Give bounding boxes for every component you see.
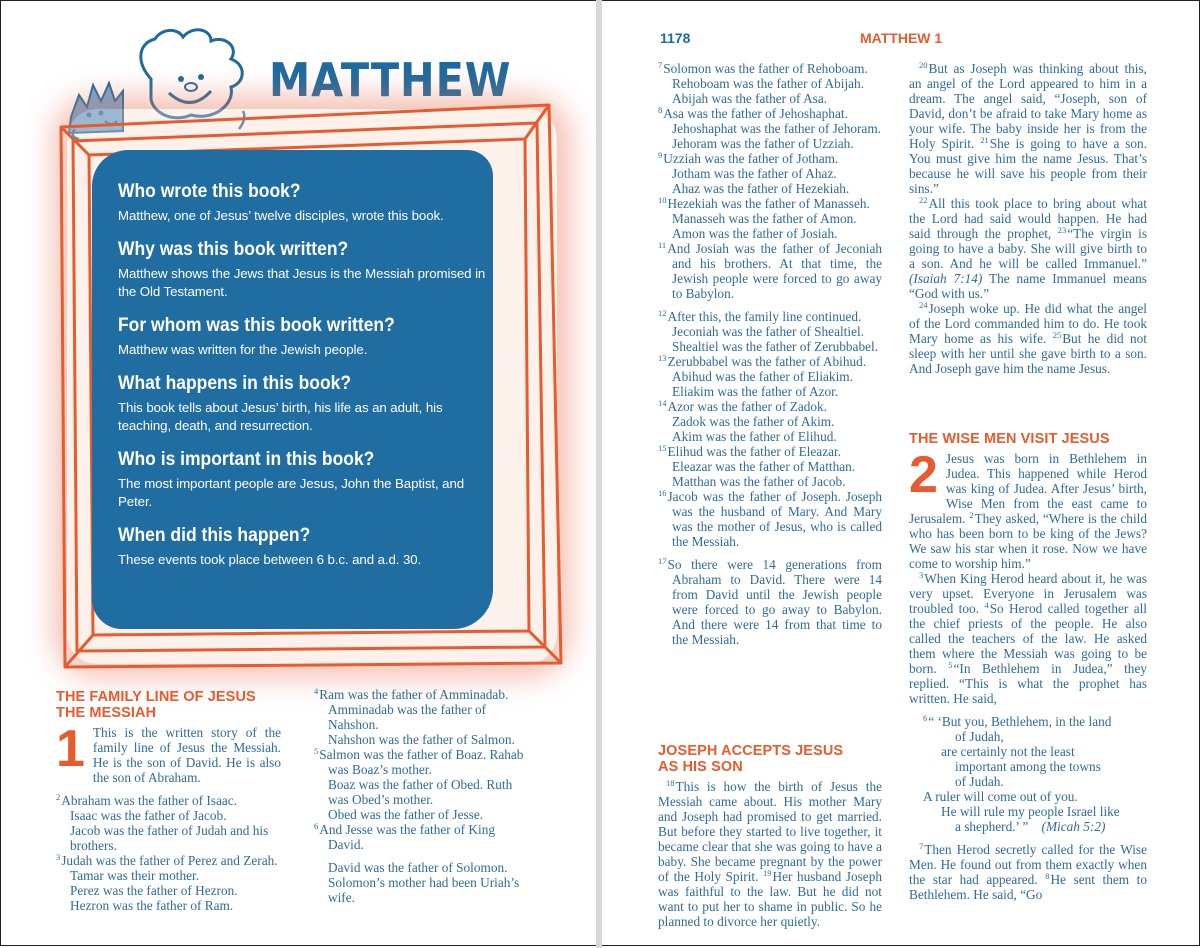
right-column-2 [909,61,1147,376]
verse-text: Then Herod secretly called for the Wise Men. He found out from them exactly when the star had appeared. [909,842,1147,887]
section-heading-family-line: THE FAMILY LINE OF JESUS THE MESSIAH [56,689,256,721]
intro-question: When did this happen? [118,525,311,546]
verse-text: Zerubbabel was the father of Abihud. [667,354,867,369]
verse-text: This is the written story of the family line of Jesus the Messiah. He is the son of David. He is also the son of Abraham. [92,725,281,785]
poem-line [909,819,1147,834]
verse-text: Solomon was the father of Rehoboam. [663,61,868,76]
verse-number: 22 [919,194,928,205]
verse-text: Her husband Joseph was faithful to the law. But he did not want to put her to shame in public. So he planned to divorce her quietly. [658,869,882,929]
verse-2-7 [909,842,1147,902]
verse-line: Nahshon was the father of Salmon. [328,732,515,747]
verse-line: Matthan was the father of Jacob. [672,474,846,489]
section-heading-wise-men: THE WISE MEN VISIT JESUS [909,431,1110,447]
verse-1-15 [658,444,882,459]
intro-answer: Matthew shows the Jews that Jesus is the Messiah promised in the Old Testament. [118,266,486,299]
left-page [0,0,600,946]
verse-number: 8 [1045,870,1050,881]
verse-1-22 [909,196,1147,301]
section-heading-joseph: JOSEPH ACCEPTS JESUS AS HIS SON [658,743,844,775]
verse-number: 20 [919,59,928,70]
verse-line: Hezron was the father of Ram. [70,898,234,913]
verse-line: Jacob was the father of Judah and his brothers. [70,823,269,853]
verse-number: 6 [923,712,928,723]
verse-text: Salmon was the father of Boaz. Rahab was Boaz’s mother. [319,747,524,777]
verse-1-6 [314,822,532,852]
verse-text: Judah was the father of Perez and Zerah. Tamar was their mother. [61,853,278,883]
poem-line: are certainly not the least [941,744,1075,759]
verse-number: 19 [762,867,772,878]
scripture-reference: (Micah 5:2) [1041,819,1106,834]
verse-number: 11 [658,239,667,250]
verse-text: Ram was the father of Amminadab. [319,687,509,702]
verse-text: This is how the birth of Jesus the Messiah came about. His mother Mary and Joseph had promised to get married. But before they started to live together, it became clear that she was going to have a baby. She became pregnant by the power of the Holy Spirit. [658,779,882,884]
verse-line: Obed was the father of Jesse. [328,807,484,822]
poem-line: He will rule my people Israel like [941,804,1120,819]
scripture-reference: (Isaiah 7:14) [909,271,983,286]
running-chapter: MATTHEW 1 [860,30,943,46]
verse-line: Shealtiel was the father of Zerubbabel. [672,339,879,354]
verse-line: Rehoboam was the father of Abijah. [672,76,865,91]
verse-number: 18 [666,777,675,788]
verse-1-3 [56,853,281,883]
verse-1-7 [658,61,882,76]
verse-text: Jesus was born in Bethlehem in Judea. This happened while Herod was king of Judea. After Jesus’ birth, Wise Men from the east came to Jerusalem. [909,451,1147,526]
verse-number: 8 [658,104,663,115]
verse-line: Amon was the father of Josiah. [672,226,838,241]
verse-number: 5 [948,659,953,670]
verse-1-1 [56,720,281,785]
verse-number: 3 [919,569,924,580]
poem-line: of Judah. [955,774,1004,789]
verse-text: Azor was the father of Zadok. [667,399,827,414]
intro-question: What happens in this book? [118,373,352,394]
intro-questions [118,181,488,583]
intro-question: For whom was this book written? [118,315,395,336]
verse-number: 3 [56,851,61,862]
verse-number: 2 [969,509,974,520]
chapter-number: 2 [909,446,938,504]
verse-line: Jehoshaphat was the father of Jehoram. [672,121,881,136]
verse-number: 10 [658,194,667,205]
verse-text: All this took place to bring about what the Lord had said would happen. He had said through the prophet, [909,196,1147,241]
verse-number: 5 [314,745,319,756]
verse-line: Jeconiah was the father of Shealtiel. [672,324,864,339]
poem-line: A ruler will come out of you. [923,789,1078,804]
intro-answer: The most important people are Jesus, John the Baptist, and Peter. [118,476,465,509]
verse-number: 21 [980,134,989,145]
right-column-2-bottom [909,446,1148,902]
verse-number: 7 [658,59,663,70]
verse-1-8 [658,106,882,121]
verse-line: Jotham was the father of Ahaz. [672,166,837,181]
prophecy-poem [909,714,1147,834]
verse-text: Elihud was the father of Eleazar. [667,444,842,459]
verse-1-18 [658,779,882,929]
intro-question: Who is important in this book? [118,449,375,470]
right-column-1-bottom [658,779,882,929]
verse-line: Ahaz was the father of Hezekiah. [672,181,850,196]
poem-line [909,714,1147,729]
verse-2-1 [909,446,1147,571]
verse-1-17 [658,557,882,647]
verse-text: When King Herod heard about it, he was very upset. Everyone in Jerusalem was troubled too. [909,571,1147,616]
verse-text: Joseph woke up. He did what the angel of the Lord commanded him to do. He took Mary home as his wife. [909,301,1147,346]
verse-line: Eliakim was the father of Azor. [672,384,839,399]
verse-number: 16 [658,487,667,498]
intro-answer: Matthew, one of Jesus’ twelve disciples, wrote this book. [118,208,444,223]
verse-1-11 [658,241,882,301]
verse-text: The name Immanuel means “God with us.” [909,271,1147,301]
left-column-2 [314,687,532,905]
verse-line: Zadok was the father of Akim. [672,414,835,429]
verse-text: a shepherd.’ ” [955,819,1029,834]
verse-number: 6 [314,820,319,831]
page-gutter [596,0,602,948]
verse-text: Hezekiah was the father of Manasseh. [667,196,870,211]
verse-line: Manasseh was the father of Amon. [672,211,857,226]
verse-line: Perez was the father of Hezron. [70,883,238,898]
verse-number: 9 [658,149,663,160]
verse-1-10 [658,196,882,211]
verse-1-12 [658,309,882,324]
verse-number: 23 [1057,224,1067,235]
verse-number: 4 [314,685,319,696]
verse-line: Jehoram was the father of Uzziah. [672,136,854,151]
verse-1-14 [658,399,882,414]
verse-1-13 [658,354,882,369]
intro-question: Why was this book written? [118,239,349,260]
poem-line: important among the towns [955,759,1101,774]
verse-text: And Josiah was the father of Jeconiah and his brothers. At that time, the Jewish people were forced to go away to Babylon. [667,241,882,301]
chapter-number: 1 [56,720,85,778]
page-number: 1178 [660,30,691,46]
verse-number: 7 [919,840,924,851]
verse-line: David was the father of Solomon. Solomon’s mother had been Uriah’s wife. [328,860,520,905]
verse-text: Asa was the father of Jehoshaphat. [663,106,848,121]
verse-line: Eleazar was the father of Matthan. [672,459,856,474]
verse-number: 4 [984,599,989,610]
verse-number: 25 [1052,329,1062,340]
verse-text: Uzziah was the father of Jotham. [663,151,839,166]
verse-1-9 [658,151,882,166]
verse-text: Abraham was the father of Isaac. [61,793,237,808]
verse-text: She is going to have a son. You must give him the name Jesus. That’s because he will save his people from their sins.” [909,136,1148,196]
verse-number: 13 [658,352,667,363]
verse-number: 17 [658,555,667,566]
verse-1-16 [658,489,882,549]
verse-number: 15 [658,442,667,453]
verse-text: After this, the family line continued. [667,309,862,324]
poem-line: of Judah, [955,729,1004,744]
verse-text: “In Bethlehem in Judea,” they replied. “This is what the prophet has written. He said, [909,661,1147,706]
verse-1-4 [314,687,532,702]
verse-number: 14 [658,397,667,408]
verse-1-20 [909,61,1147,196]
verse-text: So Herod called together all the chief priests of the people. He also called the teachers of the law. He asked them where the Messiah was going to be born. [909,601,1148,676]
verse-text: But as Joseph was thinking about this, an angel of the Lord appeared to him in a dream. The angel said, “Joseph, son of David, don’t be afraid to take Mary home as your wife. The baby inside her is from the Holy Spirit. [909,61,1147,151]
right-page [600,0,1200,946]
verse-text: “ ‘But you, Bethlehem, in the land [928,714,1112,729]
intro-question: Who wrote this book? [118,181,301,202]
intro-answer: This book tells about Jesus’ birth, his life as an adult, his teaching, death, and resurrection. [118,400,443,433]
verse-number: 24 [919,299,928,310]
verse-number: 2 [56,791,61,802]
verse-text: So there were 14 generations from Abraham to David. There were 14 from David until the Jewish people were forced to go away to Babylon. And there were 14 from that time to the Messiah. [667,557,882,647]
verse-text: Jacob was the father of Joseph. Joseph was the husband of Mary. And Mary was the mother of Jesus, who is called the Messiah. [667,489,882,549]
verse-text: They asked, “Where is the child who has been born to be king of the Jews? We saw his star when it rose. Now we have come to worship him.” [909,511,1147,571]
verse-text: And Jesse was the father of King David. [319,822,496,852]
verse-line: Akim was the father of Elihud. [672,429,837,444]
verse-text: He sent them to Bethlehem. He said, “Go [909,872,1148,902]
verse-line: Amminadab was the father of Nahshon. [328,702,487,732]
verse-2-3 [909,571,1147,706]
verse-1-24 [909,301,1147,376]
verse-text: “The virgin is going to have a baby. She will give birth to a son. And he will be called Immanuel.” [909,226,1147,271]
verse-line: Abijah was the father of Asa. [672,91,828,106]
intro-answer: Matthew was written for the Jewish people. [118,342,368,357]
left-column-1 [56,720,281,913]
intro-answer: These events took place between 6 b.c. and a.d. 30. [118,552,422,567]
verse-1-5 [314,747,532,777]
verse-line: Abihud was the father of Eliakim. [672,369,853,384]
verse-line: Isaac was the father of Jacob. [70,808,227,823]
verse-1-2 [56,793,281,808]
verse-text: But he did not sleep with her until she gave birth to a son. And Joseph gave him the name Jesus. [909,331,1148,376]
verse-number: 12 [658,307,667,318]
right-column-1 [658,61,882,647]
verse-line: Boaz was the father of Obed. Ruth was Obed’s mother. [328,777,513,807]
book-title: MATTHEW [269,53,512,107]
